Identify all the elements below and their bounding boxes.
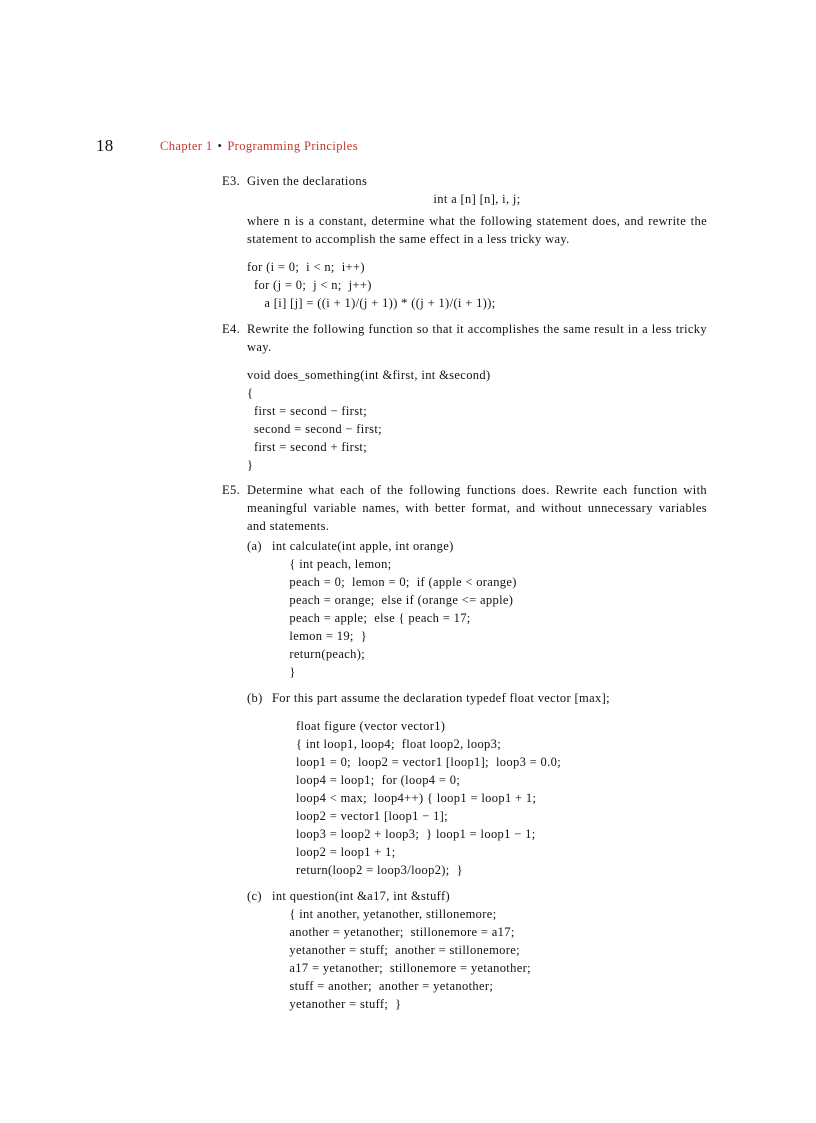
part-label: (b) bbox=[247, 691, 263, 705]
exercise-part-a bbox=[247, 537, 707, 681]
code-block: int question(int &a17, int &stuff) { int another, yetanother, stillonemore; another = yetanother; stillonemore = a17; yetanother = stuff; another = stillonemore; a17 = yetanother; stillonemore = yetanother; stuff = another; another = yetanother; yetanother = stuff; } bbox=[272, 889, 531, 1011]
exercise-body bbox=[247, 172, 707, 312]
exercise-part-b bbox=[247, 689, 707, 879]
part-label: (a) bbox=[247, 539, 262, 553]
running-head bbox=[160, 139, 358, 154]
exercise-part-c bbox=[247, 887, 707, 1013]
exercise-e5 bbox=[222, 481, 707, 1013]
exercise-e3 bbox=[222, 172, 707, 312]
chapter-label: Chapter 1 bbox=[160, 139, 213, 153]
code-block: for (i = 0; i < n; i++) for (j = 0; j < n; j++) a [i] [j] = ((i + 1)/(j + 1)) * ((j + 1)/(i + 1)); bbox=[247, 260, 496, 310]
bullet-separator: • bbox=[217, 139, 223, 153]
code-block: float figure (vector vector1) { int loop1, loop4; float loop2, loop3; loop1 = 0; loop2 = vector1 [loop1]; loop3 = 0.0; loop4 = loop1; for (loop4 = 0; loop4 < max; loop4++) { loop1 = loop1 + 1; loop2 = vector1 [loop1 − 1]; loop3 = loop2 + loop3; } loop1 = loop1 − 1; loop2 = loop1 + 1; return(loop2 = loop3/loop2); } bbox=[296, 719, 562, 877]
section-title: Programming Principles bbox=[227, 139, 358, 153]
exercise-description: Rewrite the following function so that it accomplishes the same result in a less tricky way. bbox=[247, 322, 707, 354]
array-declaration: int a [n] [n], i, j; bbox=[433, 192, 521, 206]
page-number: 18 bbox=[96, 136, 114, 155]
code-block: int calculate(int apple, int orange) { int peach, lemon; peach = 0; lemon = 0; if (apple < orange) peach = orange; else if (orange <= apple) peach = apple; else { peach = 17; lemon = 19; } return(peach); } bbox=[272, 539, 517, 679]
exercise-e4 bbox=[222, 320, 707, 474]
exercise-label: E5. bbox=[222, 483, 241, 497]
exercise-list bbox=[222, 172, 707, 1013]
exercise-label: E3. bbox=[222, 174, 241, 188]
exercise-description: Determine what each of the following functions does. Rewrite each function with meaningful variable names, with better format, and without unnecessary variables and statements. bbox=[247, 483, 707, 533]
exercise-description: where n is a constant, determine what the following statement does, and rewrite the statement to accomplish the same effect in a less tricky way. bbox=[247, 214, 707, 246]
part-label: (c) bbox=[247, 889, 262, 903]
exercise-label: E4. bbox=[222, 322, 241, 336]
exercise-body bbox=[247, 320, 707, 474]
part-text: For this part assume the declaration typedef float vector [max]; bbox=[272, 691, 610, 705]
exercise-intro: Given the declarations bbox=[247, 174, 368, 188]
code-block: void does_something(int &first, int &second) { first = second − first; second = second − first; first = second + first; } bbox=[247, 368, 491, 472]
exercise-body bbox=[247, 481, 707, 1013]
